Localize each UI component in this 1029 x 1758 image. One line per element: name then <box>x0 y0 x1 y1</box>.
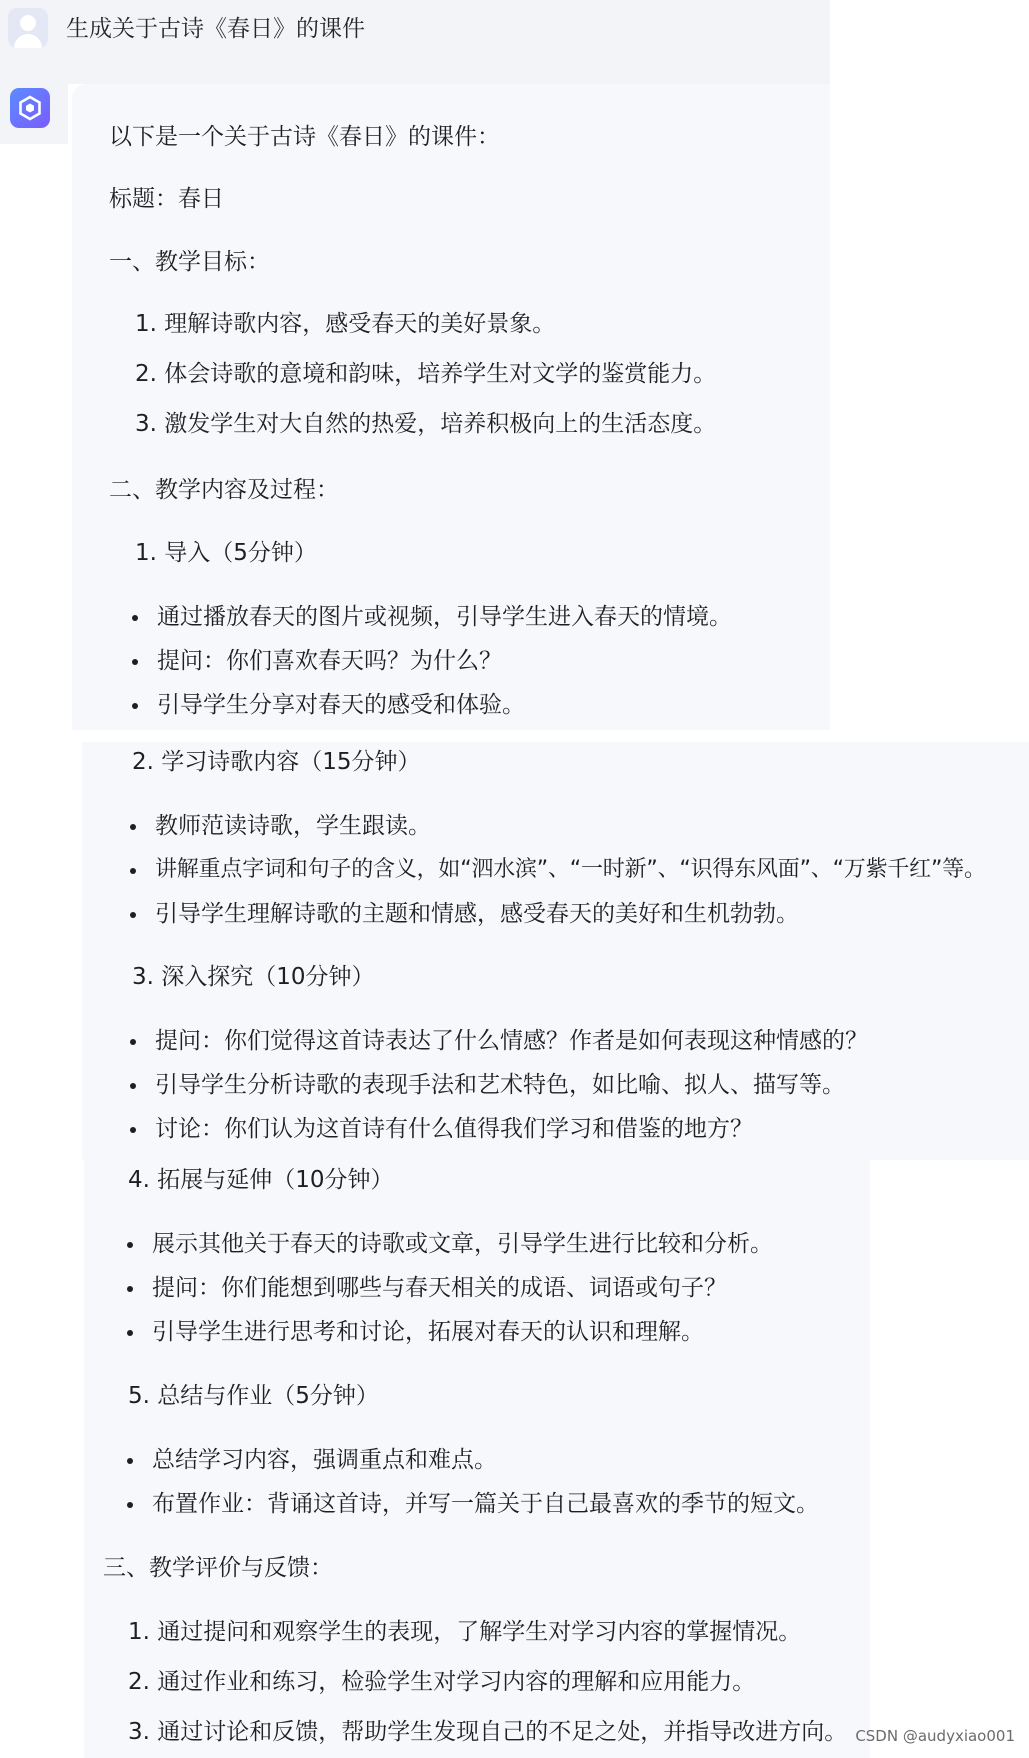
evaluation-item: 1. 通过提问和观察学生的表现，了解学生对学习内容的掌握情况。 <box>128 1619 802 1645</box>
step-bullet: 提问：你们能想到哪些与春天相关的成语、词语或句子？ <box>152 1275 727 1301</box>
bullet-dot <box>130 1127 136 1133</box>
bullet-dot <box>127 1242 133 1248</box>
section-heading-goals: 一、教学目标： <box>109 249 270 275</box>
bullet-dot <box>130 868 136 874</box>
evaluation-item: 2. 通过作业和练习，检验学生对学习内容的理解和应用能力。 <box>128 1669 756 1695</box>
user-prompt-text: 生成关于古诗《春日》的课件 <box>66 16 365 42</box>
section-heading-process: 二、教学内容及过程： <box>109 477 339 503</box>
step-title: 1. 导入（5分钟） <box>135 540 317 566</box>
bullet-dot <box>127 1458 133 1464</box>
step-bullet: 提问：你们喜欢春天吗？为什么？ <box>157 648 502 674</box>
step-bullet: 提问：你们觉得这首诗表达了什么情感？作者是如何表现这种情感的？ <box>155 1028 868 1054</box>
step-bullet: 引导学生分享对春天的感受和体验。 <box>157 692 525 718</box>
step-bullet: 讲解重点字词和句子的含义，如“泗水滨”、“一时新”、“识得东风面”、“万紫千红”等。 <box>155 857 986 882</box>
step-bullet: 引导学生理解诗歌的主题和情感，感受春天的美好和生机勃勃。 <box>155 901 799 927</box>
step-title: 5. 总结与作业（5分钟） <box>128 1383 379 1409</box>
evaluation-item: 3. 通过讨论和反馈，帮助学生发现自己的不足之处，并指导改进方向。 <box>128 1719 848 1745</box>
step-bullet: 教师范读诗歌，学生跟读。 <box>155 813 431 839</box>
goal-item: 2. 体会诗歌的意境和韵味，培养学生对文学的鉴赏能力。 <box>135 361 717 387</box>
bullet-dot <box>130 824 136 830</box>
bullet-dot <box>130 912 136 918</box>
answer-title: 标题：春日 <box>109 186 224 212</box>
hexagon-logo-icon <box>10 88 50 128</box>
bullet-dot <box>130 1083 136 1089</box>
step-bullet: 总结学习内容，强调重点和难点。 <box>152 1447 497 1473</box>
bullet-dot <box>127 1330 133 1336</box>
user-avatar-icon <box>8 8 48 48</box>
bullet-dot <box>127 1502 133 1508</box>
bullet-dot <box>130 1039 136 1045</box>
step-bullet: 引导学生进行思考和讨论，拓展对春天的认识和理解。 <box>152 1319 704 1345</box>
step-bullet: 讨论：你们认为这首诗有什么值得我们学习和借鉴的地方？ <box>155 1116 753 1142</box>
goal-item: 3. 激发学生对大自然的热爱，培养积极向上的生活态度。 <box>135 411 717 437</box>
user-message <box>0 0 830 84</box>
answer-intro: 以下是一个关于古诗《春日》的课件： <box>109 124 500 150</box>
bullet-dot <box>132 615 138 621</box>
step-title: 2. 学习诗歌内容（15分钟） <box>132 749 421 775</box>
bullet-dot <box>132 703 138 709</box>
step-title: 4. 拓展与延伸（10分钟） <box>128 1167 394 1193</box>
step-bullet: 布置作业：背诵这首诗，并写一篇关于自己最喜欢的季节的短文。 <box>152 1491 819 1517</box>
step-bullet: 展示其他关于春天的诗歌或文章，引导学生进行比较和分析。 <box>152 1231 773 1257</box>
bullet-dot <box>127 1286 133 1292</box>
goal-item: 1. 理解诗歌内容，感受春天的美好景象。 <box>135 311 556 337</box>
step-bullet: 通过播放春天的图片或视频，引导学生进入春天的情境。 <box>157 604 732 630</box>
section-heading-evaluation: 三、教学评价与反馈： <box>103 1555 333 1581</box>
step-title: 3. 深入探究（10分钟） <box>132 964 375 990</box>
step-bullet: 引导学生分析诗歌的表现手法和艺术特色，如比喻、拟人、描写等。 <box>155 1072 845 1098</box>
watermark: CSDN @audyxiao001 <box>855 1727 1015 1745</box>
bullet-dot <box>132 659 138 665</box>
answer-panel <box>72 84 830 730</box>
